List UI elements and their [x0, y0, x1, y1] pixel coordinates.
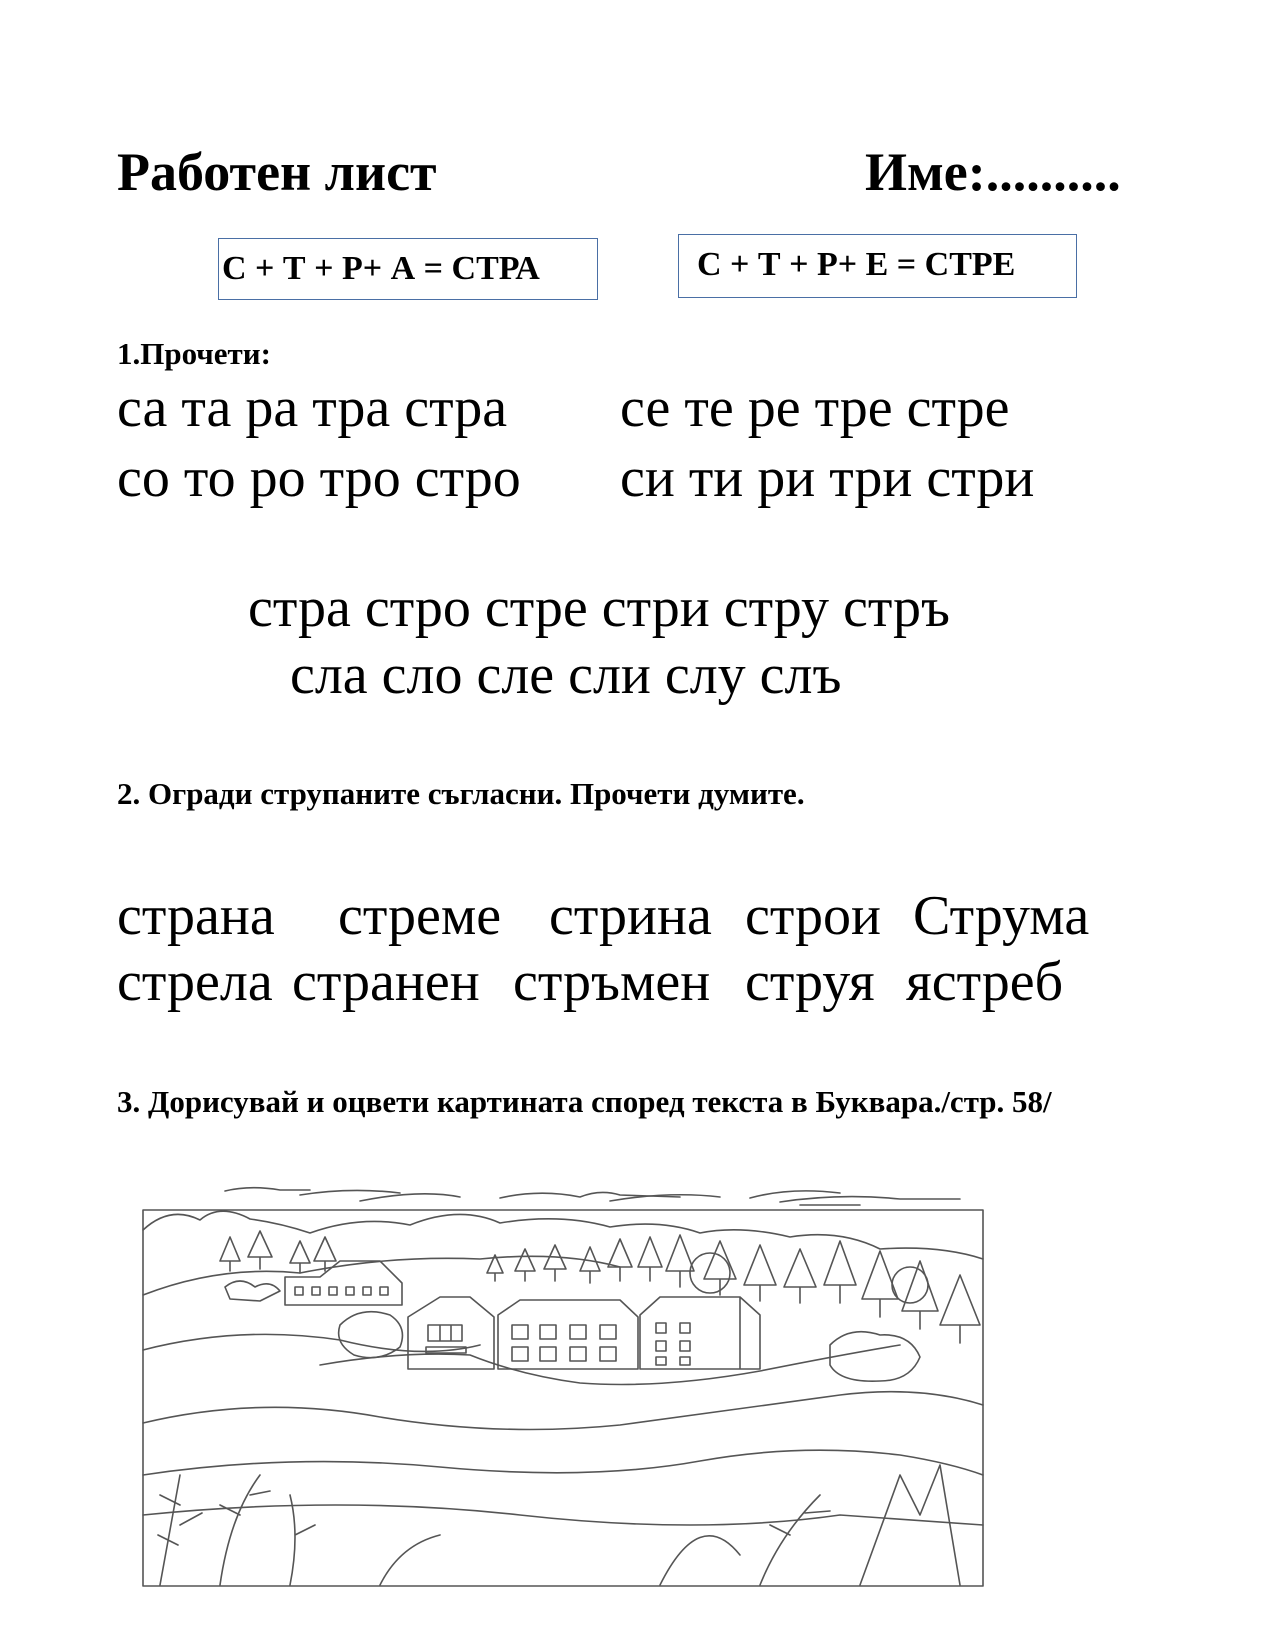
small-building — [225, 1261, 402, 1305]
word-struya: струя — [745, 951, 875, 1013]
formula-box-stre: С + Т + Р+ Е = СТРЕ — [678, 234, 1077, 298]
page-title: Работен лист — [117, 142, 437, 202]
formula-box-stra: С + Т + Р+ А = СТРА — [218, 238, 598, 300]
task3-heading: 3. Дорисувай и оцвети картината според текста в Буквара./стр. 58/ — [117, 1084, 1052, 1119]
syllable-row-1-left: са та ра тра стра — [117, 377, 508, 439]
word-stramen: стръмен — [513, 951, 711, 1013]
word-strela: стрела — [117, 951, 273, 1013]
picture-frame — [143, 1210, 983, 1586]
word-stroi: строи — [745, 885, 881, 947]
hills — [143, 1211, 983, 1525]
foreground-plants — [158, 1465, 960, 1585]
word-strina: стрина — [549, 885, 712, 947]
syllable-row-2-left: со то ро тро стро — [117, 447, 521, 509]
syllable-row-1-right: се те ре тре стре — [620, 377, 1010, 439]
word-stranen: странен — [292, 951, 480, 1013]
syllable-line-str: стра стро стре стри стру стръ — [248, 577, 950, 639]
syllable-line-sl: сла сло сле сли слу слъ — [290, 644, 842, 706]
clouds — [225, 1188, 960, 1205]
word-yastreb: ястреб — [906, 951, 1064, 1013]
word-struma: Струма — [913, 885, 1090, 947]
name-label: Име:.......... — [865, 142, 1121, 202]
task2-heading: 2. Огради струпаните съгласни. Прочети думите. — [117, 776, 805, 811]
landscape-coloring-picture — [140, 1175, 990, 1590]
syllable-row-2-right: си ти ри три стри — [620, 447, 1035, 509]
word-streme: стреме — [338, 885, 502, 947]
main-buildings — [339, 1297, 920, 1381]
word-strana: страна — [117, 885, 275, 947]
task1-heading: 1.Прочети: — [117, 336, 271, 371]
